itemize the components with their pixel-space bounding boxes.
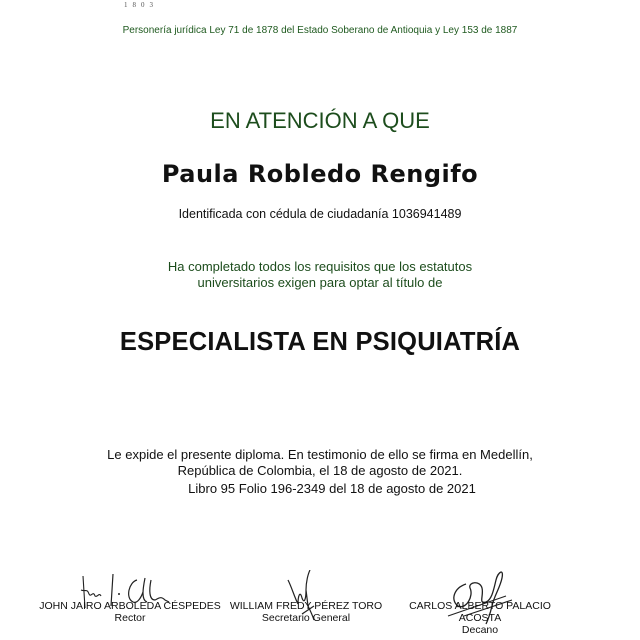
secretary-role: Secretario General [261,612,351,624]
degree-title: ESPECIALISTA EN PSIQUIATRÍA [119,328,521,356]
signature-block-rector [30,600,230,624]
dean-name-line-2: ACOSTA [458,612,502,624]
issue-line-1: Le expide el presente diploma. En testimonio de ello se firma en Medellín, [107,447,533,462]
rector-role: Rector [114,612,146,624]
graduate-name: Paula Robledo Rengifo [161,160,479,188]
issue-statement [0,447,640,479]
requirements-line-2: universitarios exigen para optar al título de [197,275,443,290]
secretary-name: WILLIAM FREDY PÉREZ TORO [229,600,383,612]
signature-block-secretary [216,600,396,624]
dean-name-line-1: CARLOS ALBERTO PALACIO [409,600,551,612]
requirements-line-1: Ha completado todos los requisitos que los estatutos [167,259,473,274]
legal-status: Personería jurídica Ley 71 de 1878 del Estado Soberano de Antioquia y Ley 153 de 1887 [122,25,518,36]
signature-block-dean [380,600,580,636]
rector-name: JOHN JAIRO ARBOLEDA CÉSPEDES [39,600,221,612]
dean-role: Decano [461,624,499,636]
founding-year: 1803 [124,1,158,9]
attention-heading: EN ATENCIÓN A QUE [210,108,430,133]
registry-line: Libro 95 Folio 196-2349 del 18 de agosto de 2021 [188,481,476,496]
requirements-text [0,259,640,291]
identification-line: Identificada con cédula de ciudadanía 1036941489 [178,207,462,221]
issue-line-2: República de Colombia, el 18 de agosto de 2021. [177,463,463,478]
